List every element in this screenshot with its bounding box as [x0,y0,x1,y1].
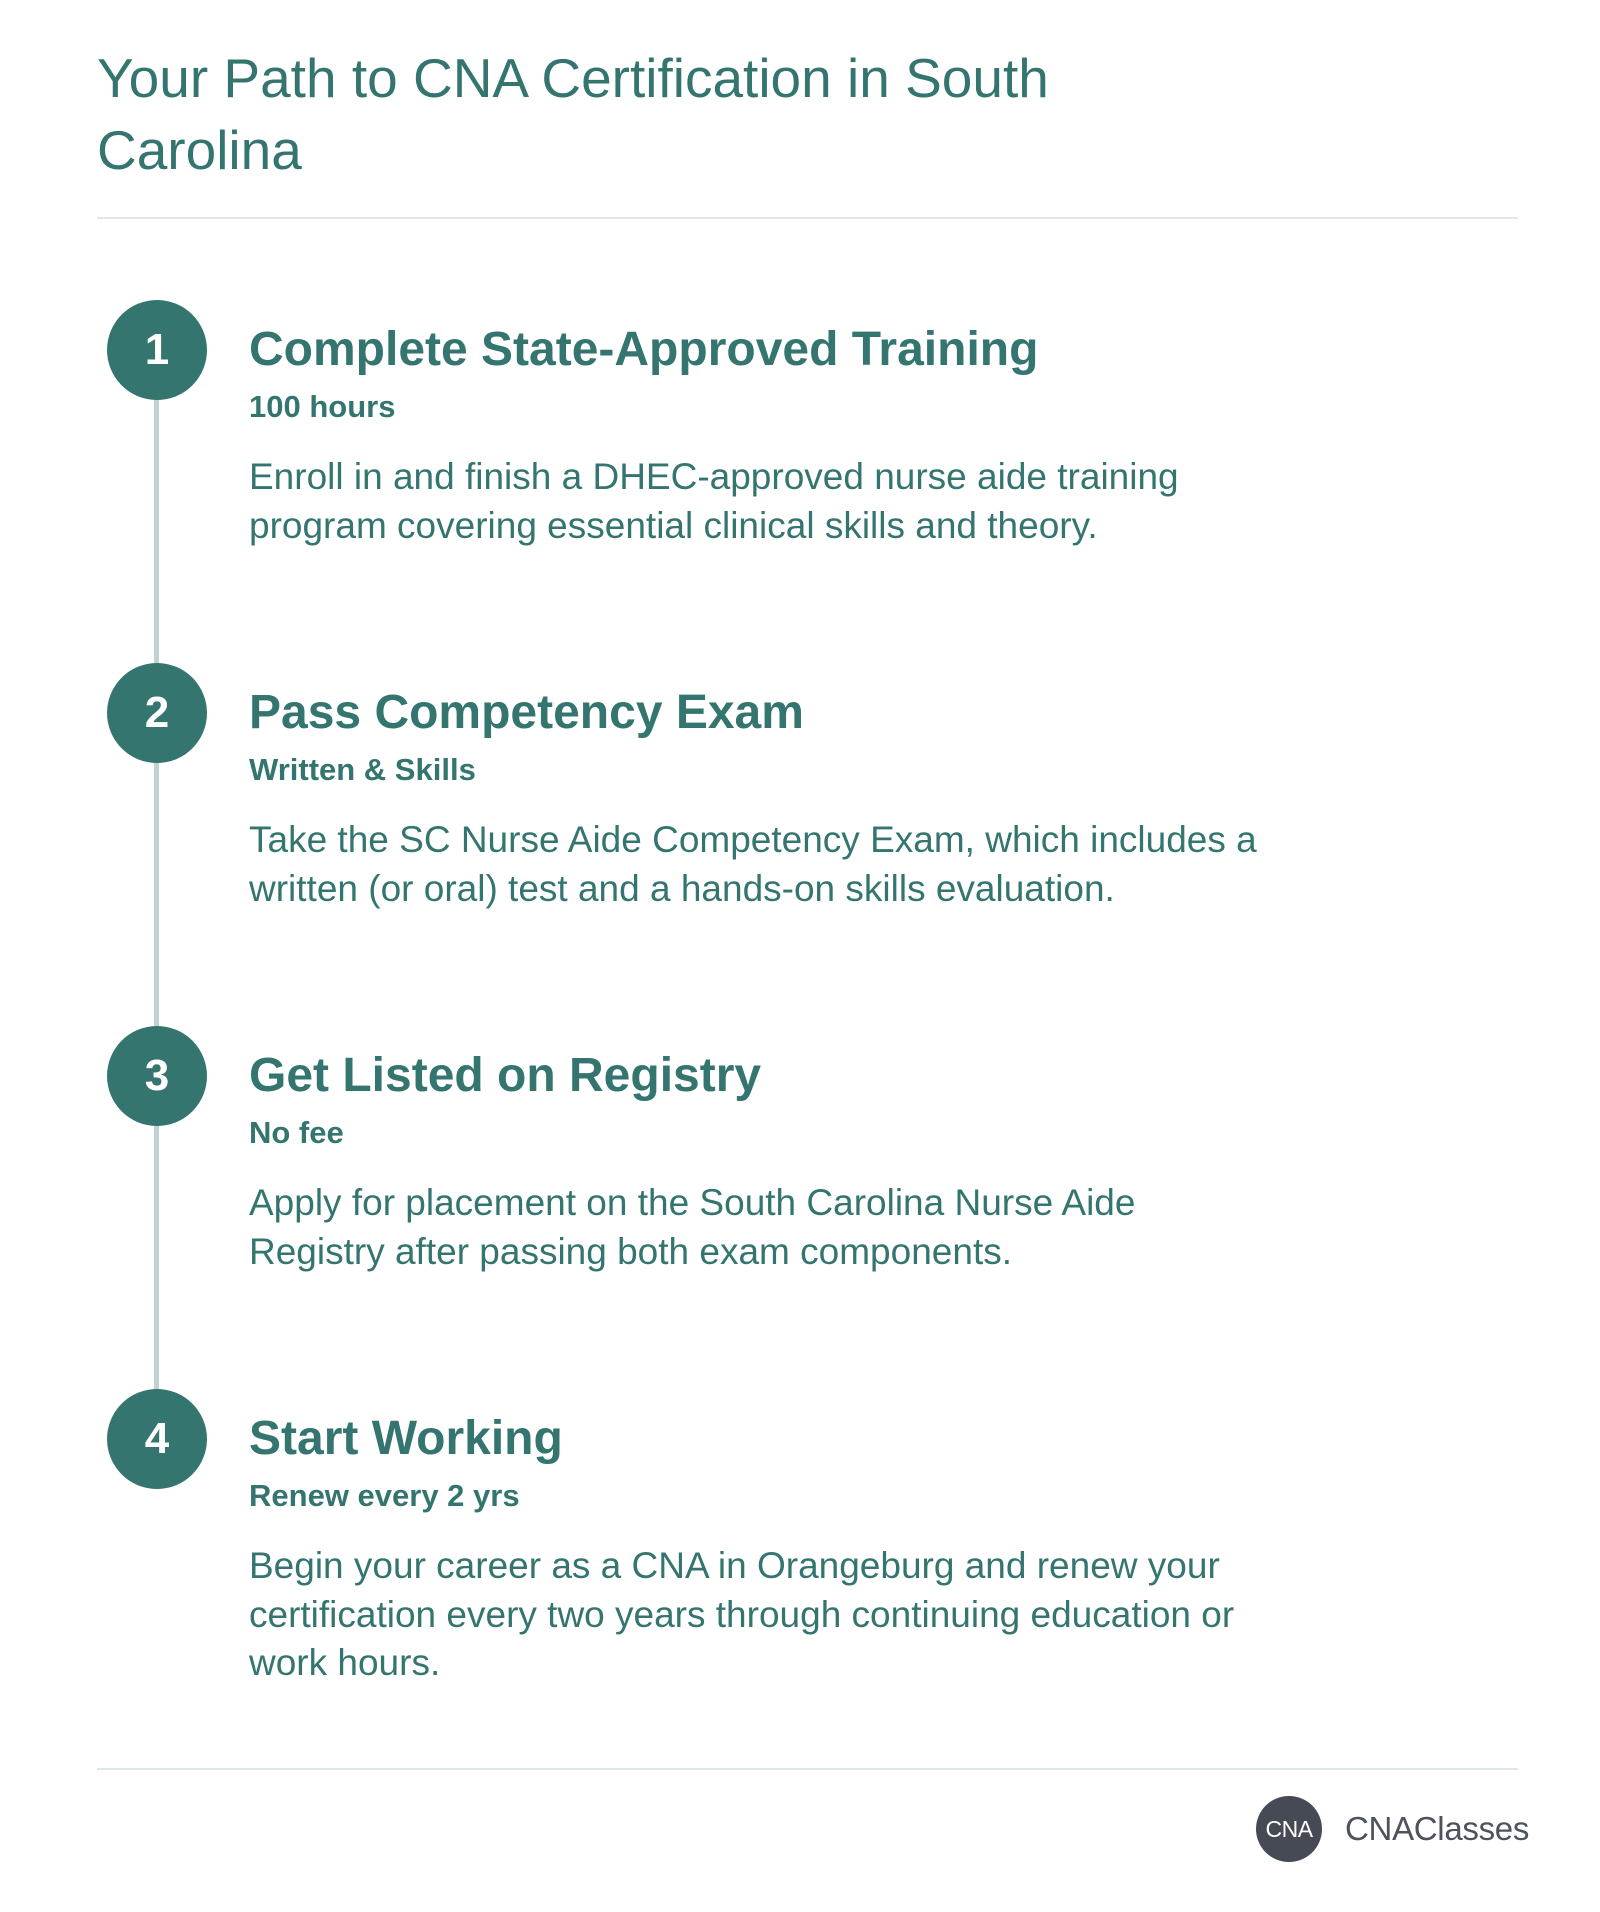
timeline-connector [154,1121,159,1401]
brand-name: CNAClasses [1345,1810,1530,1847]
step-title: Start Working [249,1412,563,1465]
step-subtitle: Renew every 2 yrs [249,1478,520,1513]
step-number-badge: 3 [107,1026,207,1126]
timeline-connector [154,395,159,675]
step-title: Get Listed on Registry [249,1049,762,1102]
page-title: Your Path to CNA Certification in South Carolina [97,47,1049,181]
step-description: Begin your career as a CNA in Orangeburg and renew your certification every two years through continuing education or work hours. [249,1545,1235,1683]
header-divider [97,217,1518,219]
step-title: Complete State-Approved Training [249,323,1039,376]
step-subtitle: Written & Skills [249,752,476,787]
timeline-connector [154,758,159,1038]
step-number-badge: 1 [107,300,207,400]
step-subtitle: No fee [249,1115,344,1150]
step-number-badge: 2 [107,663,207,763]
step-number-badge: 4 [107,1389,207,1489]
step-description: Apply for placement on the South Carolina Nurse Aide Registry after passing both exam components. [249,1182,1136,1272]
step-subtitle: 100 hours [249,389,396,424]
footer [0,1796,1530,1866]
step-description: Enroll in and finish a DHEC-approved nurse aide training program covering essential clinical skills and theory. [249,456,1179,546]
footer-divider [97,1768,1518,1770]
brand-logo-badge: CNA [1256,1796,1322,1862]
step-title: Pass Competency Exam [249,686,804,739]
step-description: Take the SC Nurse Aide Competency Exam, which includes a written (or oral) test and a hands-on skills evaluation. [249,819,1257,909]
